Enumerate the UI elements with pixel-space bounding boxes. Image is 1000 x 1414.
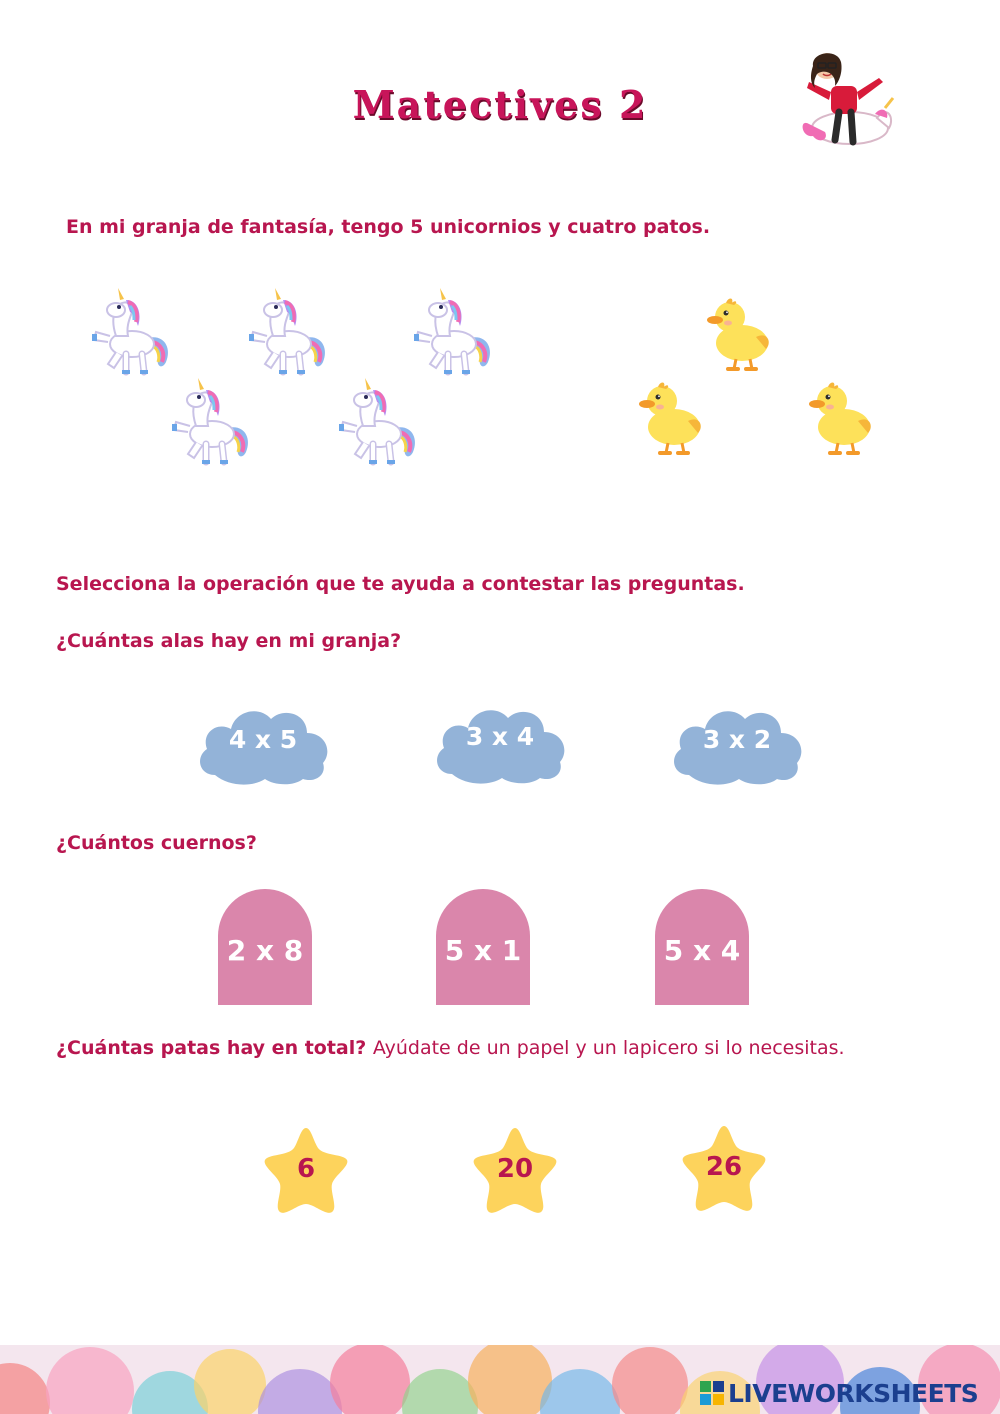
- liveworksheets-logo-icon: [700, 1381, 724, 1405]
- question-horns: ¿Cuántos cuernos?: [56, 832, 257, 854]
- leg-option-label: 6: [296, 1154, 316, 1184]
- wing-option-cloud[interactable]: [193, 697, 333, 789]
- horn-option-button[interactable]: [436, 889, 530, 1005]
- liveworksheets-logo: [700, 1378, 978, 1408]
- horn-option-label: 5 x 1: [444, 934, 522, 967]
- question-legs-text: ¿Cuántas patas hay en total?: [56, 1037, 367, 1059]
- leg-option-star[interactable]: [467, 1124, 563, 1216]
- wing-option-cloud[interactable]: [667, 697, 807, 789]
- unicorn-image: [243, 286, 335, 378]
- page-title: Matectives 2: [352, 82, 648, 127]
- duck-image: [808, 372, 878, 462]
- horn-option-button[interactable]: [655, 889, 749, 1005]
- horn-option-button[interactable]: [218, 889, 312, 1005]
- leg-option-star[interactable]: [258, 1124, 354, 1216]
- wing-option-label: 4 x 5: [228, 725, 298, 754]
- unicorn-image: [166, 376, 258, 468]
- question-legs-hint: Ayúdate de un papel y un lapicero si lo necesitas.: [372, 1037, 845, 1059]
- instruction-text: Selecciona la operación que te ayuda a contestar las preguntas.: [56, 573, 745, 595]
- liveworksheets-logo-text: LIVEWORKSHEETS: [728, 1378, 979, 1408]
- horn-option-label: 2 x 8: [226, 934, 304, 967]
- horn-option-label: 5 x 4: [663, 934, 741, 967]
- unicorn-image: [86, 286, 178, 378]
- wing-option-cloud[interactable]: [430, 696, 570, 788]
- unicorn-image: [333, 376, 425, 468]
- question-legs: [56, 1037, 845, 1059]
- wing-option-label: 3 x 4: [465, 722, 535, 751]
- leg-option-label: 26: [705, 1152, 743, 1182]
- duck-image: [706, 288, 776, 378]
- leg-option-label: 20: [496, 1154, 534, 1184]
- question-wings: ¿Cuántas alas hay en mi granja?: [56, 630, 402, 652]
- avatar-unicorn-rider-image: [795, 48, 900, 158]
- leg-option-star[interactable]: [676, 1122, 772, 1214]
- duck-image: [638, 372, 708, 462]
- wing-option-label: 3 x 2: [702, 725, 772, 754]
- intro-text: En mi granja de fantasía, tengo 5 unicornios y cuatro patos.: [66, 216, 711, 238]
- unicorn-image: [408, 286, 500, 378]
